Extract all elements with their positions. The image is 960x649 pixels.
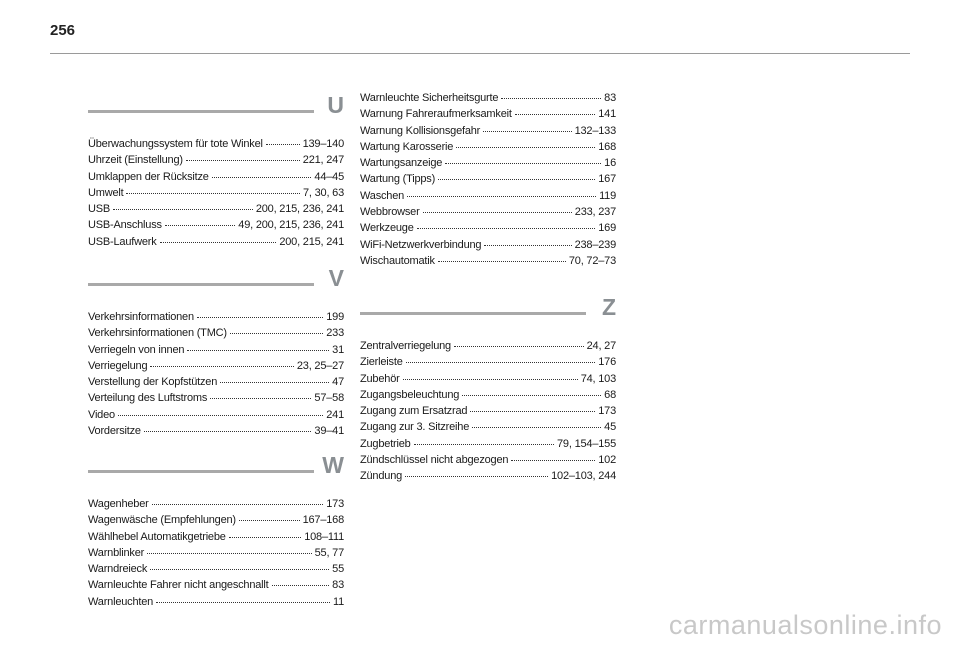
index-entry — [360, 155, 616, 171]
entry-pages: 44–45 — [314, 170, 344, 183]
section-header — [88, 265, 344, 301]
entry-pages: 119 — [599, 189, 616, 202]
index-entry — [360, 106, 616, 122]
section-header — [360, 294, 616, 330]
leader-dots — [187, 342, 329, 351]
entry-label: Vordersitze — [88, 425, 141, 438]
entry-pages: 24, 27 — [586, 340, 616, 352]
leader-dots — [423, 204, 572, 213]
leader-dots — [405, 468, 548, 477]
index-entry — [360, 338, 616, 354]
entry-label: Warnung Fahreraufmerksamkeit — [360, 108, 512, 121]
index-entry — [360, 188, 616, 204]
entry-pages: 31 — [332, 343, 344, 356]
index-entry — [88, 512, 344, 528]
section-rule — [360, 312, 586, 315]
entry-label: Warnleuchten — [88, 595, 154, 608]
entry-label: Wischautomatik — [360, 254, 435, 267]
leader-dots — [266, 136, 300, 145]
index-entry — [88, 577, 344, 593]
leader-dots — [229, 529, 302, 538]
index-entry — [88, 201, 344, 217]
index-entry — [360, 468, 616, 484]
entry-pages: 199 — [326, 311, 344, 323]
index-entry — [88, 545, 344, 561]
section-letter: Z — [601, 294, 616, 320]
entry-label: Uhrzeit (Einstellung) — [88, 154, 183, 167]
section-letter: U — [327, 92, 344, 118]
entry-pages: 173 — [326, 498, 344, 510]
leader-dots — [472, 419, 601, 428]
entry-label: Werkzeuge — [360, 222, 414, 235]
entry-label: Verriegelung — [88, 359, 148, 372]
entry-label: USB — [88, 203, 111, 216]
entry-pages: 49, 200, 215, 236, 241 — [238, 219, 344, 232]
index-entry — [360, 123, 616, 139]
section-letter: W — [322, 452, 344, 478]
entry-label: Warnblinker — [88, 546, 145, 559]
leader-dots — [272, 577, 330, 586]
index-entry — [360, 171, 616, 187]
entry-label: Wagenheber — [88, 498, 149, 510]
entry-label: WiFi-Netzwerkverbindung — [360, 238, 482, 251]
leader-dots — [118, 407, 323, 416]
leader-dots — [407, 188, 596, 197]
entry-pages: 173 — [598, 405, 616, 418]
section-letter: V — [328, 265, 344, 291]
entry-pages: 176 — [598, 356, 616, 369]
entry-label: Verriegeln von innen — [88, 343, 185, 356]
leader-dots — [210, 390, 311, 399]
entry-pages: 238–239 — [574, 238, 616, 251]
index-entry — [88, 325, 344, 341]
leader-dots — [220, 374, 329, 383]
entry-label: Überwachungssystem für tote Winkel — [88, 138, 263, 150]
index-section-z — [360, 294, 616, 485]
index-entry — [88, 136, 344, 152]
entry-label: Wählhebel Automatikgetriebe — [88, 530, 226, 543]
index-entry — [88, 309, 344, 325]
index-entry — [360, 452, 616, 468]
entry-pages: 102–103, 244 — [551, 470, 616, 483]
entry-label: Waschen — [360, 189, 405, 202]
entry-pages: 70, 72–73 — [568, 254, 616, 267]
entry-label: Zugangsbeleuchtung — [360, 388, 460, 401]
entry-label: Zugang zur 3. Sitzreihe — [360, 421, 470, 434]
index-entry — [360, 371, 616, 387]
entry-pages: 139–140 — [302, 138, 344, 150]
index-entry — [88, 496, 344, 512]
entry-pages: 167 — [598, 173, 616, 186]
leader-dots — [156, 594, 330, 603]
entry-pages: 16 — [604, 157, 616, 170]
entry-pages: 241 — [326, 408, 344, 421]
entry-label: Verteilung des Luftstroms — [88, 392, 208, 405]
leader-dots — [511, 452, 595, 461]
index-entry — [360, 90, 616, 106]
entry-pages: 79, 154–155 — [557, 437, 616, 450]
entry-label: Video — [88, 408, 115, 421]
entry-pages: 68 — [604, 388, 616, 401]
index-section-w-continued — [360, 90, 616, 269]
leader-dots — [403, 371, 578, 380]
index-section-u — [88, 92, 344, 250]
leader-dots — [165, 217, 235, 226]
index-entry-list — [88, 136, 344, 250]
entry-pages: 167–168 — [302, 514, 344, 527]
index-entry-list — [88, 496, 344, 610]
section-rule — [88, 110, 314, 113]
leader-dots — [470, 403, 595, 412]
entry-label: Zündung — [360, 470, 403, 483]
leader-dots — [212, 169, 312, 178]
leader-dots — [150, 358, 293, 367]
entry-pages: 11 — [332, 595, 344, 608]
index-entry — [360, 253, 616, 269]
entry-label: Wartungsanzeige — [360, 157, 443, 170]
entry-pages: 45 — [604, 421, 616, 434]
entry-label: Warndreieck — [88, 563, 148, 576]
leader-dots — [417, 220, 596, 229]
index-entry — [88, 561, 344, 577]
entry-pages: 83 — [604, 92, 616, 104]
entry-pages: 47 — [332, 376, 344, 389]
index-entry-list — [88, 309, 344, 439]
index-entry-list — [360, 338, 616, 485]
entry-pages: 39–41 — [314, 425, 344, 438]
leader-dots — [113, 201, 253, 210]
index-entry — [88, 358, 344, 374]
entry-label: Warnleuchte Fahrer nicht angeschnallt — [88, 579, 269, 592]
entry-pages: 23, 25–27 — [296, 359, 344, 372]
section-rule — [88, 283, 314, 286]
index-entry — [88, 407, 344, 423]
leader-dots — [454, 338, 584, 347]
index-section-v — [88, 265, 344, 439]
entry-pages: 108–111 — [304, 530, 344, 543]
index-entry — [360, 419, 616, 435]
entry-pages: 233 — [326, 327, 344, 340]
entry-pages: 168 — [598, 140, 616, 153]
index-entry-list — [360, 90, 616, 269]
leader-dots — [144, 423, 312, 432]
entry-pages: 7, 30, 63 — [302, 186, 344, 199]
index-entry — [88, 342, 344, 358]
index-entry — [88, 152, 344, 168]
entry-label: Zugang zum Ersatzrad — [360, 405, 468, 418]
leader-dots — [414, 436, 554, 445]
leader-dots — [438, 253, 566, 262]
entry-label: Umklappen der Rücksitze — [88, 170, 209, 183]
leader-dots — [152, 496, 324, 505]
entry-label: Zubehör — [360, 372, 400, 385]
index-entry — [88, 529, 344, 545]
index-entry — [88, 217, 344, 233]
watermark: carmanualsonline.info — [668, 610, 942, 640]
entry-pages: 57–58 — [314, 392, 344, 405]
entry-label: Wartung Karosserie — [360, 140, 454, 153]
entry-pages: 221, 247 — [302, 154, 344, 167]
entry-pages: 55 — [332, 563, 344, 576]
entry-label: Wartung (Tipps) — [360, 173, 436, 186]
index-entry — [360, 354, 616, 370]
entry-pages: 74, 103 — [580, 372, 616, 385]
page-number: 256 — [50, 22, 76, 39]
entry-pages: 169 — [598, 222, 616, 235]
header-rule — [50, 53, 910, 54]
entry-label: USB-Laufwerk — [88, 235, 157, 248]
entry-pages: 200, 215, 236, 241 — [255, 203, 344, 216]
index-entry — [88, 374, 344, 390]
entry-label: Verkehrsinformationen (TMC) — [88, 327, 227, 340]
entry-pages: 132–133 — [574, 124, 616, 137]
entry-label: Verkehrsinformationen — [88, 311, 194, 323]
section-header — [88, 452, 344, 488]
index-entry — [360, 204, 616, 220]
index-entry — [360, 139, 616, 155]
entry-label: Warnleuchte Sicherheitsgurte — [360, 92, 499, 104]
leader-dots — [126, 185, 300, 194]
entry-label: Webbrowser — [360, 206, 420, 219]
leader-dots — [147, 545, 312, 554]
leader-dots — [230, 325, 323, 334]
entry-label: Zentralverriegelung — [360, 340, 451, 352]
index-entry — [88, 423, 344, 439]
entry-pages: 141 — [598, 108, 616, 121]
entry-pages: 200, 215, 241 — [279, 235, 344, 248]
entry-pages: 83 — [332, 579, 344, 592]
leader-dots — [456, 139, 595, 148]
section-rule — [88, 470, 314, 473]
leader-dots — [501, 90, 601, 99]
entry-pages: 233, 237 — [574, 206, 616, 219]
entry-label: Zugbetrieb — [360, 437, 411, 450]
entry-label: Verstellung der Kopfstützen — [88, 376, 218, 389]
index-entry — [88, 594, 344, 610]
leader-dots — [186, 152, 300, 161]
index-entry — [88, 234, 344, 250]
leader-dots — [406, 354, 596, 363]
leader-dots — [484, 237, 571, 246]
entry-label: Umwelt — [88, 186, 124, 199]
index-entry — [88, 169, 344, 185]
entry-pages: 102 — [598, 454, 616, 467]
leader-dots — [160, 234, 277, 243]
index-entry — [88, 185, 344, 201]
leader-dots — [150, 561, 329, 570]
index-entry — [360, 436, 616, 452]
entry-label: USB-Anschluss — [88, 219, 162, 232]
leader-dots — [445, 155, 601, 164]
index-entry — [88, 390, 344, 406]
leader-dots — [483, 123, 571, 132]
entry-label: Zierleiste — [360, 356, 403, 369]
index-entry — [360, 403, 616, 419]
leader-dots — [438, 171, 595, 180]
index-entry — [360, 387, 616, 403]
index-entry — [360, 220, 616, 236]
leader-dots — [515, 106, 596, 115]
entry-label: Warnung Kollisionsgefahr — [360, 124, 481, 137]
leader-dots — [197, 309, 323, 318]
entry-pages: 55, 77 — [314, 546, 344, 559]
index-section-w — [88, 452, 344, 610]
index-entry — [360, 237, 616, 253]
entry-label: Zündschlüssel nicht abgezogen — [360, 454, 509, 467]
entry-label: Wagenwäsche (Empfehlungen) — [88, 514, 236, 527]
section-header — [88, 92, 344, 128]
leader-dots — [239, 512, 300, 521]
leader-dots — [462, 387, 601, 396]
